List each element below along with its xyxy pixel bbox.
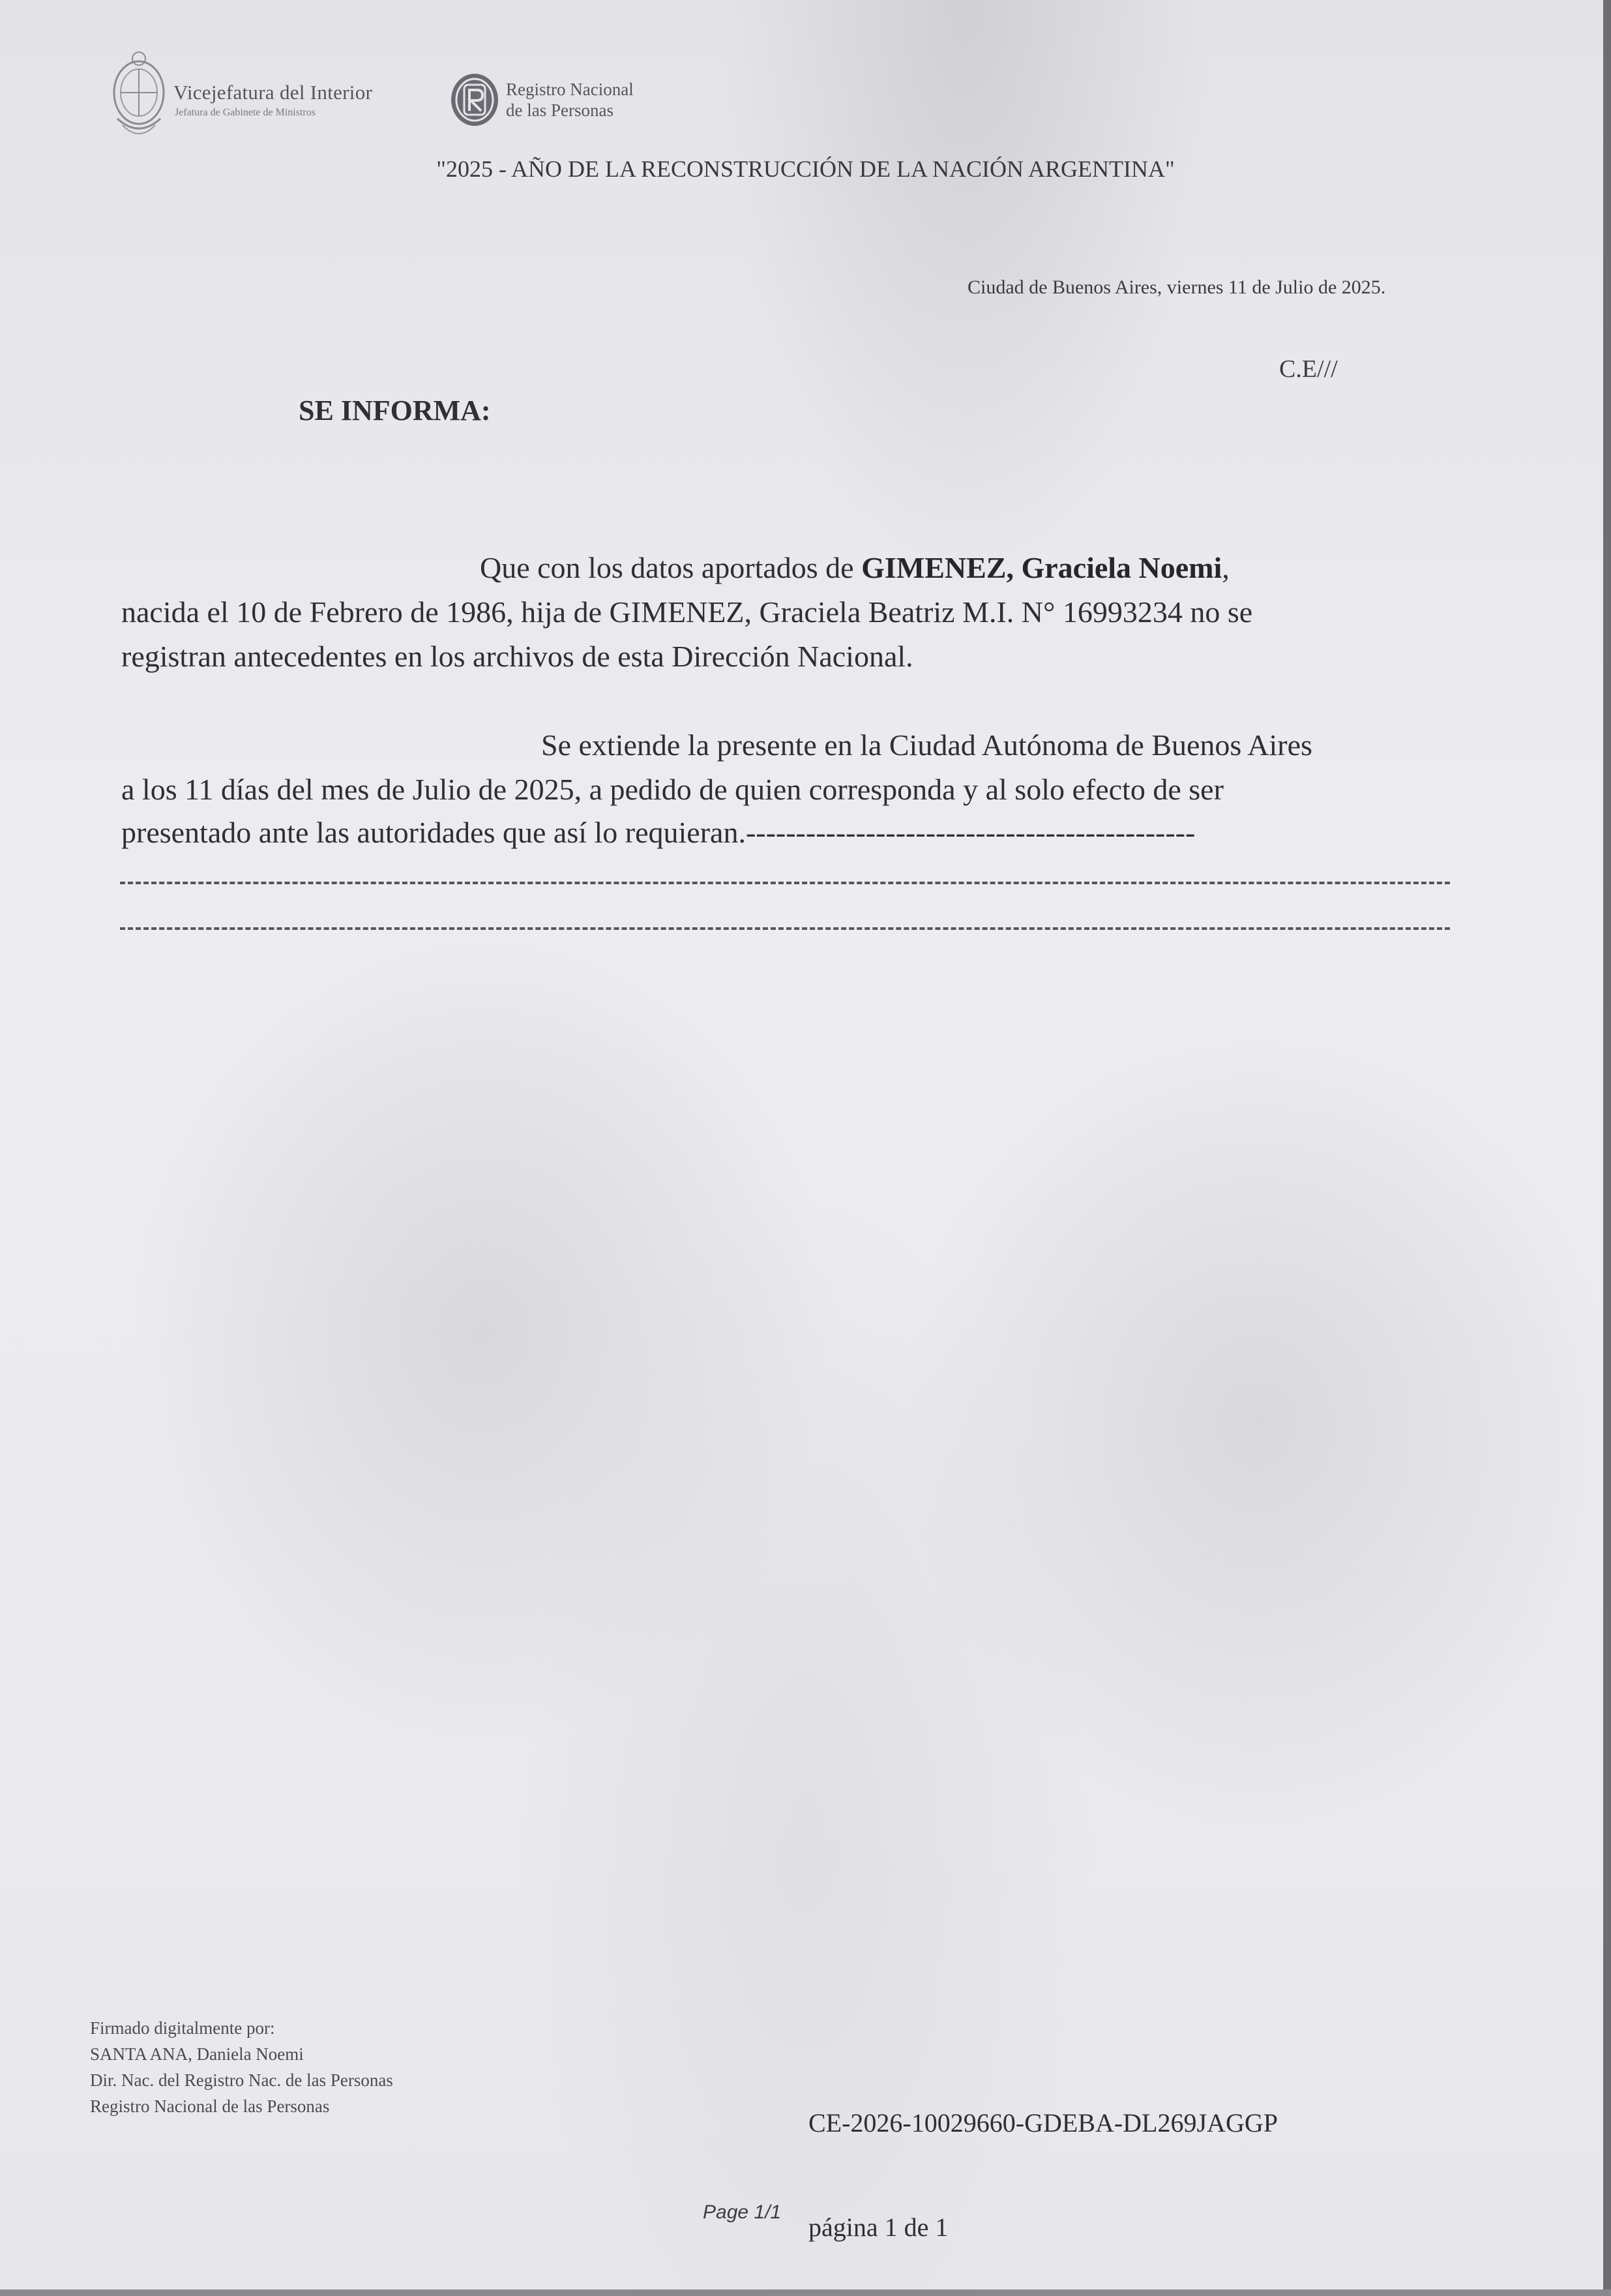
signer-role: Dir. Nac. del Registro Nac. de las Personas: [90, 2070, 393, 2090]
signed-label: Firmado digitalmente por:: [90, 2018, 275, 2038]
document-code: CE-2026-10029660-GDEBA-DL269JAGGP: [808, 2108, 1278, 2138]
paragraph2-line1: Se extiende la presente en la Ciudad Autónoma de Buenos Aires: [541, 728, 1312, 762]
paragraph1-line1: [480, 553, 1230, 583]
heading-se-informa: SE INFORMA:: [299, 395, 491, 426]
year-banner: "2025 - AÑO DE LA RECONSTRUCCIÓN DE LA NACIÓN ARGENTINA": [436, 156, 1175, 182]
vicejefatura-subtitle: Jefatura de Gabinete de Ministros: [175, 107, 316, 118]
scan-edge-right: [1603, 0, 1611, 2296]
vicejefatura-title: Vicejefatura del Interior: [173, 81, 373, 104]
page-label-sans: Page 1/1: [703, 2201, 782, 2223]
dashed-fill-line-2: [120, 927, 1450, 930]
paragraph1-intro: Que con los datos aportados de: [480, 551, 862, 584]
dashed-fill-line-1: [120, 882, 1450, 884]
national-seal-icon: [110, 47, 168, 145]
renaper-logo-icon: [449, 72, 501, 128]
signer-organization: Registro Nacional de las Personas: [90, 2096, 330, 2116]
registro-title-line2: de las Personas: [506, 100, 613, 120]
scan-edge-bottom: [0, 2289, 1611, 2296]
page-label-serif: página 1 de 1: [808, 2213, 949, 2242]
subject-name: GIMENEZ, Graciela Noemi: [861, 551, 1222, 584]
paragraph1-line3: registran antecedentes en los archivos de esta Dirección Nacional.: [121, 640, 913, 673]
registro-title-line1: Registro Nacional: [506, 80, 634, 99]
paragraph1-comma: ,: [1222, 551, 1230, 584]
signature-block: [90, 2015, 393, 2119]
paragraph2-line2: a los 11 días del mes de Julio de 2025, a pedido de quien corresponda y al solo efecto de ser: [121, 773, 1224, 806]
signer-name: SANTA ANA, Daniela Noemi: [90, 2044, 304, 2064]
paragraph2-line3: presentado ante las autoridades que así lo requieran.---------------------------------------------: [121, 816, 1196, 849]
paragraph1-line2: nacida el 10 de Febrero de 1986, hija de GIMENEZ, Graciela Beatriz M.I. N° 16993234 no se: [121, 595, 1253, 629]
date-line: Ciudad de Buenos Aires, viernes 11 de Julio de 2025.: [968, 276, 1386, 298]
reference-code: C.E///: [1279, 355, 1338, 383]
